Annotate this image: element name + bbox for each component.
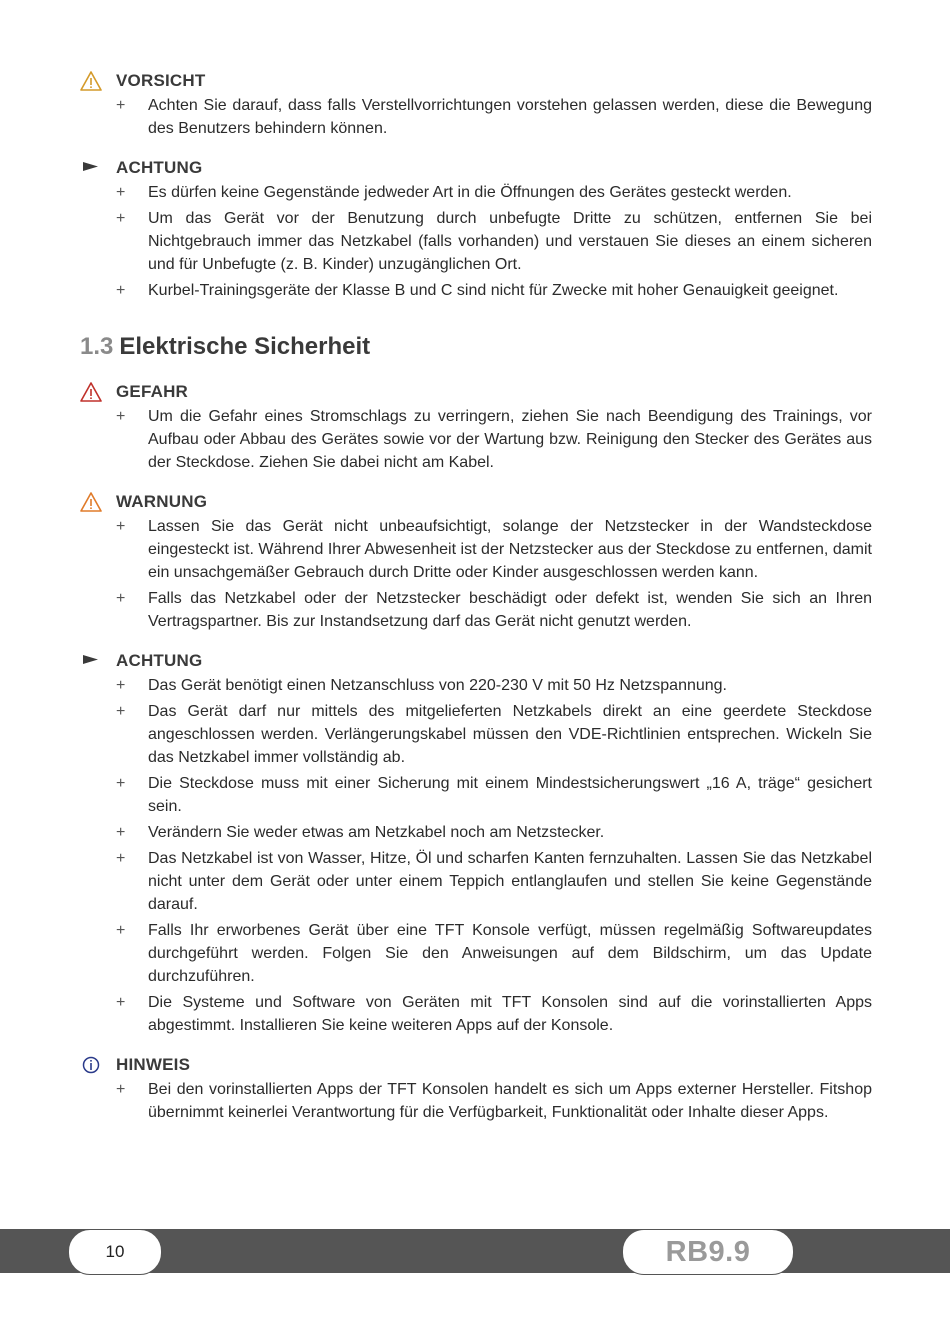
plus-bullet-icon: + — [116, 282, 126, 299]
top-blocks — [0, 70, 950, 319]
notice-list — [80, 405, 872, 474]
section-title: Elektrische Sicherheit — [119, 333, 371, 360]
bottom-blocks — [0, 381, 950, 1141]
notice-block-hinweis — [80, 1054, 872, 1124]
list-item-text: Bei den vorinstallierten Apps der TFT Konsolen handelt es sich um Apps externer Hersteller. Fitshop übernimmt keinerlei Verantwortung für die Verfügbarkeit, Funktionalität oder Inhalte dieser Apps. — [148, 1081, 872, 1121]
warning-triangle-icon — [80, 70, 102, 92]
notice-title: HINWEIS — [116, 1055, 191, 1074]
spacer — [0, 636, 950, 650]
flag-pointer-icon — [80, 650, 102, 672]
list-item — [80, 515, 872, 584]
notice-list — [80, 515, 872, 633]
plus-bullet-icon: + — [116, 994, 126, 1011]
notice-title: WARNUNG — [116, 492, 208, 511]
list-item — [80, 279, 872, 302]
notice-block-vorsicht — [80, 70, 872, 140]
notice-header — [80, 381, 872, 403]
info-circle-icon — [80, 1054, 102, 1076]
list-item-text: Verändern Sie weder etwas am Netzkabel noch am Netzstecker. — [148, 824, 605, 841]
list-item — [80, 991, 872, 1037]
spacer — [0, 477, 950, 491]
list-item-text: Um das Gerät vor der Benutzung durch unbefugte Dritte zu schützen, entfernen Sie bei Nichtgebrauch immer das Netzkabel (falls vorhanden) und verstauen Sie dieses an einem sicheren und für Unbefugte (z. B. Kinder) unzugänglichen Ort. — [148, 210, 872, 273]
danger-triangle-icon — [80, 381, 102, 403]
notice-block-gefahr — [80, 381, 872, 474]
plus-bullet-icon: + — [116, 184, 126, 201]
list-item-text: Falls das Netzkabel oder der Netzstecker beschädigt oder defekt ist, wenden Sie sich an Ihren Vertragspartner. Bis zur Instandsetzung darf das Gerät nicht genutzt werden. — [148, 590, 872, 630]
list-item-text: Das Gerät benötigt einen Netzanschluss von 220-230 V mit 50 Hz Netzspannung. — [148, 677, 727, 694]
list-item — [80, 821, 872, 844]
flag-pointer-icon — [80, 157, 102, 179]
list-item — [80, 405, 872, 474]
notice-header — [80, 1054, 872, 1076]
list-item — [80, 587, 872, 633]
notice-title: ACHTUNG — [116, 158, 203, 177]
list-item — [80, 1078, 872, 1124]
list-item-text: Das Gerät darf nur mittels des mitgelieferten Netzkabels direkt an eine geerdete Steckdose angeschlossen werden. Verlängerungskabel müssen den VDE-Richtlinien entsprechen. Wickeln Sie das Netzkabel immer vollständig ab. — [148, 703, 872, 766]
list-item-text: Das Netzkabel ist von Wasser, Hitze, Öl und scharfen Kanten fernzuhalten. Lassen Sie das Netzkabel nicht unter dem Gerät oder unter einem Teppich entlanglaufen und stellen Sie keine Gegenstände darauf. — [148, 850, 872, 913]
notice-block-achtung — [80, 157, 872, 302]
list-item-text: Um die Gefahr eines Stromschlags zu verringern, ziehen Sie nach Beendigung des Trainings, vor Aufbau oder Abbau des Gerätes sowie vor der Wartung bzw. Reinigung den Stecker des Gerätes aus der Steckdose. Ziehen Sie dabei nicht am Kabel. — [148, 408, 872, 471]
list-item — [80, 207, 872, 276]
plus-bullet-icon: + — [116, 97, 126, 114]
notice-title: VORSICHT — [116, 71, 206, 90]
list-item-text: Lassen Sie das Gerät nicht unbeaufsichtigt, solange der Netzstecker in der Wandsteckdose eingesteckt ist. Während Ihrer Abwesenheit ist der Netzstecker aus der Steckdose zu entfernen, damit ein unsachgemäßer Gebrauch durch Dritte oder Kinder ausgeschlossen werden kann. — [148, 518, 872, 581]
notice-title: ACHTUNG — [116, 651, 203, 670]
plus-bullet-icon: + — [116, 408, 126, 425]
spacer — [0, 305, 950, 319]
spacer — [0, 1040, 950, 1054]
notice-list — [80, 181, 872, 302]
notice-header — [80, 650, 872, 672]
list-item-text: Achten Sie darauf, dass falls Verstellvorrichtungen vorstehen gelassen werden, diese die Bewegung des Benutzers behindern können. — [148, 97, 872, 137]
list-item — [80, 181, 872, 204]
list-item — [80, 919, 872, 988]
list-item — [80, 847, 872, 916]
notice-block-warnung — [80, 491, 872, 633]
list-item-text: Die Steckdose muss mit einer Sicherung mit einem Mindestsicherungswert „16 A, träge“ gesichert sein. — [148, 775, 872, 815]
plus-bullet-icon: + — [116, 850, 126, 867]
list-item-text: Es dürfen keine Gegenstände jedweder Art in die Öffnungen des Gerätes gesteckt werden. — [148, 184, 792, 201]
model-label: RB9.9 — [622, 1229, 794, 1275]
list-item — [80, 700, 872, 769]
page-number: 10 — [68, 1229, 162, 1275]
plus-bullet-icon: + — [116, 824, 126, 841]
notice-header — [80, 157, 872, 179]
plus-bullet-icon: + — [116, 210, 126, 227]
notice-block-achtung — [80, 650, 872, 1037]
warning-triangle-icon — [80, 491, 102, 513]
plus-bullet-icon: + — [116, 590, 126, 607]
list-item-text: Die Systeme und Software von Geräten mit TFT Konsolen sind auf die vorinstallierten Apps abgestimmt. Installieren Sie keine weiteren Apps auf der Konsole. — [148, 994, 872, 1034]
plus-bullet-icon: + — [116, 703, 126, 720]
notice-header — [80, 70, 872, 92]
list-item — [80, 94, 872, 140]
notice-list — [80, 1078, 872, 1124]
notice-list — [80, 94, 872, 140]
plus-bullet-icon: + — [116, 677, 126, 694]
list-item — [80, 674, 872, 697]
notice-title: GEFAHR — [116, 382, 189, 401]
plus-bullet-icon: + — [116, 775, 126, 792]
page-content — [0, 70, 950, 1141]
list-item-text: Kurbel-Trainingsgeräte der Klasse B und C sind nicht für Zwecke mit hoher Genauigkeit geeignet. — [148, 282, 839, 299]
notice-header — [80, 491, 872, 513]
section-number: 1.3 — [80, 333, 114, 360]
notice-list — [80, 674, 872, 1037]
plus-bullet-icon: + — [116, 518, 126, 535]
spacer — [0, 1127, 950, 1141]
spacer — [0, 143, 950, 157]
plus-bullet-icon: + — [116, 922, 126, 939]
list-item-text: Falls Ihr erworbenes Gerät über eine TFT Konsole verfügt, müssen regelmäßig Softwareupdates durchgeführt werden. Folgen Sie den Anweisungen auf dem Bildschirm, um das Update durchzuführen. — [148, 922, 872, 985]
section-heading — [80, 333, 950, 365]
plus-bullet-icon: + — [116, 1081, 126, 1098]
list-item — [80, 772, 872, 818]
